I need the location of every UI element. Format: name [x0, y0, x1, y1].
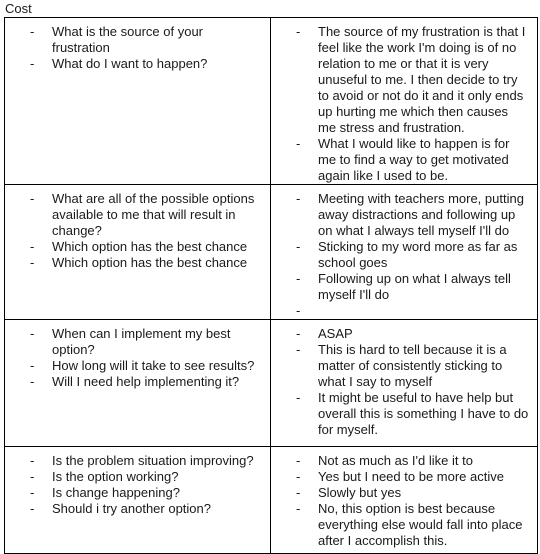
- dash-bullet: -: [30, 485, 35, 500]
- dash-bullet: -: [296, 390, 301, 405]
- dash-bullet: -: [296, 326, 301, 341]
- answer-text: Not as much as I'd like it to: [318, 453, 473, 468]
- list-item: [5, 326, 270, 358]
- answers-cell: [271, 185, 538, 320]
- answer-text: It might be useful to have help but overall this is something I have to do for myself.: [318, 390, 529, 437]
- dash-bullet: -: [296, 501, 301, 516]
- dash-bullet: -: [296, 239, 301, 254]
- list-item: [5, 239, 270, 255]
- list-item: [5, 485, 270, 501]
- question-text: Will I need help implementing it?: [52, 374, 240, 389]
- dash-bullet: -: [296, 469, 301, 484]
- dash-bullet: -: [30, 56, 35, 71]
- question-list: [5, 453, 270, 517]
- list-item: [5, 255, 270, 271]
- list-item: [5, 24, 270, 56]
- list-item: [271, 239, 537, 271]
- questions-cell: [5, 18, 271, 185]
- list-item: [5, 374, 270, 390]
- table-row: [5, 447, 538, 554]
- list-item: [271, 136, 537, 184]
- questions-cell: [5, 447, 271, 554]
- question-text: What do I want to happen?: [52, 56, 208, 71]
- dash-bullet: -: [296, 136, 301, 151]
- list-item: [271, 469, 537, 485]
- question-text: Is the option working?: [52, 469, 179, 484]
- dash-bullet: -: [30, 501, 35, 516]
- list-item: [271, 191, 537, 239]
- answer-text: This is hard to tell because it is a matter of consistently sticking to what I say to myself: [318, 342, 507, 389]
- dash-bullet: -: [30, 255, 35, 270]
- list-item: [5, 56, 270, 72]
- answers-cell: [271, 447, 538, 554]
- list-item: [5, 191, 270, 239]
- question-text: Is the problem situation improving?: [52, 453, 254, 468]
- list-item: [271, 24, 537, 136]
- dash-bullet: -: [296, 271, 301, 286]
- answer-text: Meeting with teachers more, putting away distractions and following up on what I always tell myself I'll do: [318, 191, 524, 238]
- answer-text: What I would like to happen is for me to find a way to get motivated again like I used to be.: [318, 136, 510, 183]
- dash-bullet: -: [30, 469, 35, 484]
- questions-cell: [5, 320, 271, 447]
- answer-list: [271, 24, 537, 184]
- document-title: Cost: [5, 1, 32, 16]
- answer-text: No, this option is best because everything else would fall into place after I accomplish this.: [318, 501, 523, 548]
- list-item: [271, 342, 537, 390]
- question-text: Which option has the best chance: [52, 239, 248, 254]
- answer-text: Sticking to my word more as far as school goes: [318, 239, 518, 270]
- list-item: [271, 303, 537, 319]
- question-text: When can I implement my best option?: [52, 326, 231, 357]
- table-row: [5, 18, 538, 185]
- list-item: [5, 453, 270, 469]
- question-list: [5, 191, 270, 271]
- list-item: [271, 485, 537, 501]
- answer-list: [271, 326, 537, 438]
- answer-text: The source of my frustration is that I feel like the work I'm doing is of no relation to me or that it is very unuseful to me. I then decide to try to avoid or not do it and it only ends up hurting me which then causes me stress and frustration.: [318, 24, 526, 135]
- answer-list: [271, 191, 537, 319]
- list-item: [5, 358, 270, 374]
- dash-bullet: -: [30, 239, 35, 254]
- answer-text: Yes but I need to be more active: [318, 469, 504, 484]
- list-item: [5, 501, 270, 517]
- dash-bullet: -: [296, 485, 301, 500]
- question-text: How long will it take to see results?: [52, 358, 255, 373]
- dash-bullet: -: [30, 358, 35, 373]
- dash-bullet: -: [30, 191, 35, 206]
- dash-bullet: -: [296, 24, 301, 39]
- answer-text: ASAP: [318, 326, 353, 341]
- answers-cell: [271, 320, 538, 447]
- dash-bullet: -: [30, 24, 35, 39]
- question-text: Which option has the best chance: [52, 255, 248, 270]
- list-item: [271, 326, 537, 342]
- question-list: [5, 326, 270, 390]
- dash-bullet: -: [296, 303, 301, 318]
- list-item: [5, 469, 270, 485]
- list-item: [271, 453, 537, 469]
- answers-cell: [271, 18, 538, 185]
- question-text: Should i try another option?: [52, 501, 211, 516]
- dash-bullet: -: [30, 453, 35, 468]
- list-item: [271, 390, 537, 438]
- answer-list: [271, 453, 537, 549]
- dash-bullet: -: [296, 191, 301, 206]
- answer-text: Following up on what I always tell myself I'll do: [318, 271, 511, 302]
- dash-bullet: -: [30, 326, 35, 341]
- dash-bullet: -: [296, 342, 301, 357]
- table-row: [5, 185, 538, 320]
- list-item: [271, 501, 537, 549]
- table-row: [5, 320, 538, 447]
- cost-table: [4, 17, 538, 554]
- answer-text: Slowly but yes: [318, 485, 402, 500]
- question-list: [5, 24, 270, 72]
- dash-bullet: -: [296, 453, 301, 468]
- question-text: Is change happening?: [52, 485, 180, 500]
- dash-bullet: -: [30, 374, 35, 389]
- question-text: What is the source of your frustration: [52, 24, 204, 55]
- question-text: What are all of the possible options available to me that will result in change?: [52, 191, 255, 238]
- questions-cell: [5, 185, 271, 320]
- list-item: [271, 271, 537, 303]
